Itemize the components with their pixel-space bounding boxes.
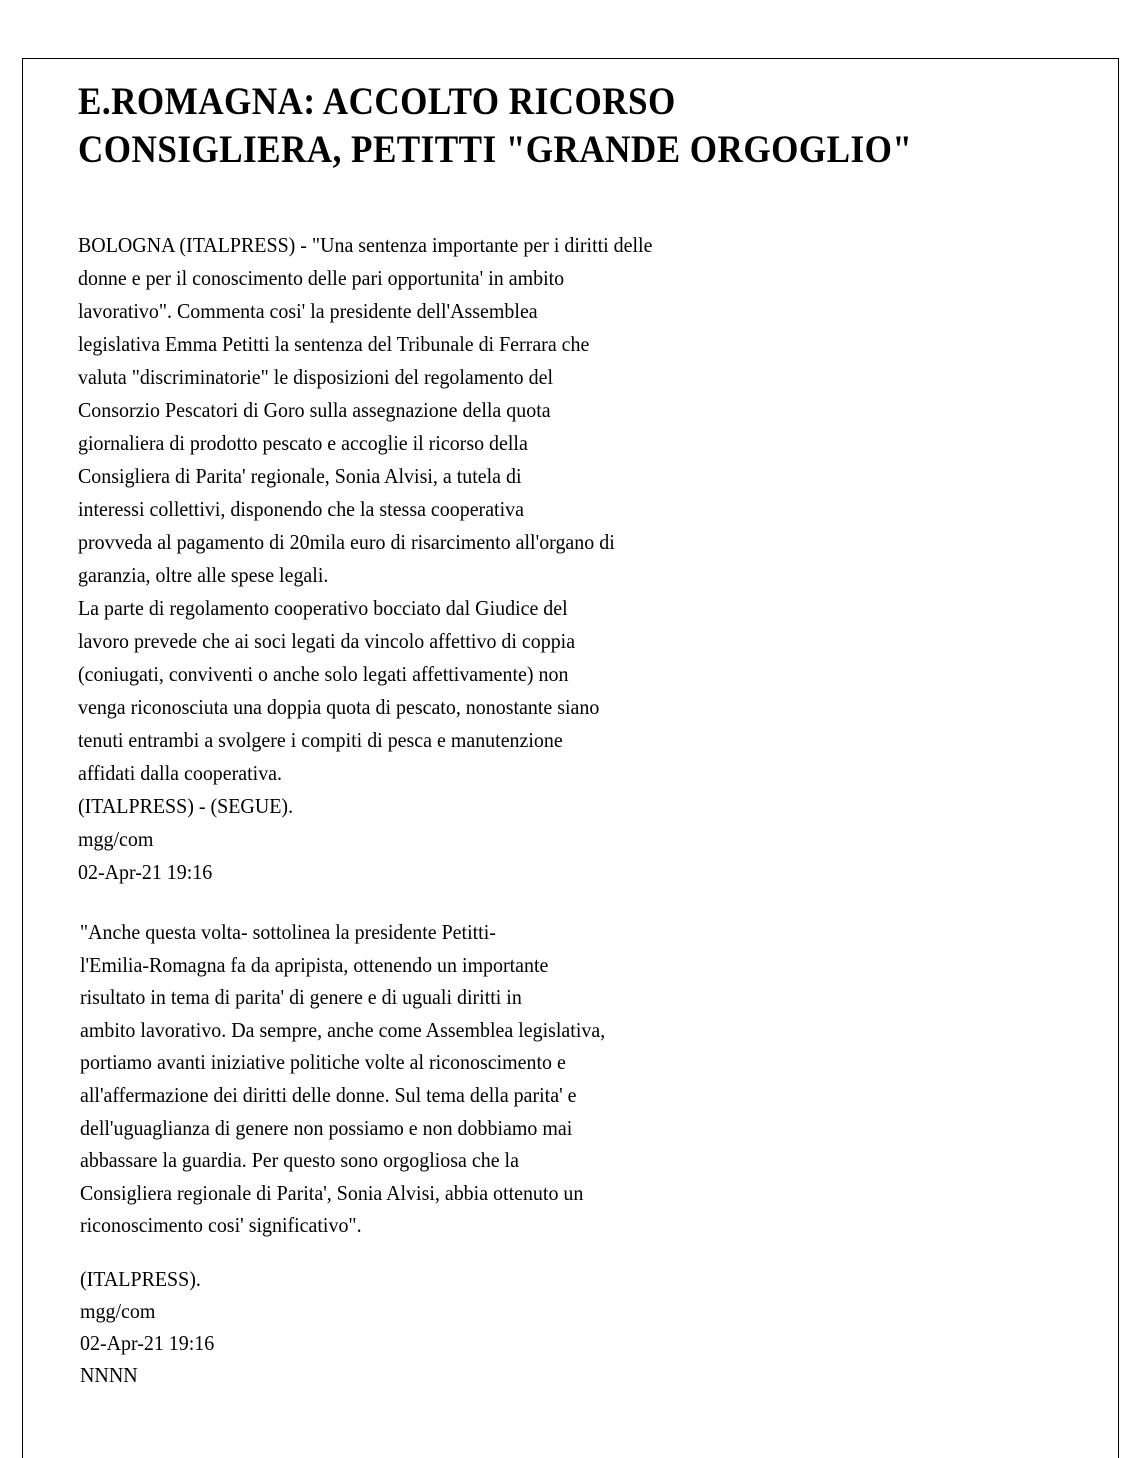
body-line: affidati dalla cooperativa. [78,761,283,785]
body-line: l'Emilia-Romagna fa da apripista, ottenendo un importante [80,952,549,977]
body-line: giornaliera di prodotto pescato e accoglie il ricorso della [78,431,528,455]
body-line: all'affermazione dei diritti delle donne. Sul tema della parita' e [80,1082,577,1107]
body-line: dell'uguaglianza di genere non possiamo e non dobbiamo mai [80,1115,573,1140]
headline-line: CONSIGLIERA, PETITTI "GRANDE ORGOGLIO" [78,128,913,171]
body-line: donne e per il conoscimento delle pari opportunita' in ambito [78,266,565,290]
timestamp: 02-Apr-21 19:16 [78,860,213,884]
body-line: La parte di regolamento cooperativo bocciato dal Giudice del [78,596,568,620]
body-line: (coniugati, conviventi o anche solo legati affettivamente) non [78,662,569,686]
body-line: risultato in tema di parita' di genere e di uguali diritti in [80,985,522,1010]
author-tag: mgg/com [78,827,154,851]
headline-line: E.ROMAGNA: ACCOLTO RICORSO [78,80,676,123]
body-line: lavorativo". Commenta cosi' la presidente dell'Assemblea [78,299,538,323]
body-line: garanzia, oltre alle spese legali. [78,563,329,587]
timestamp: 02-Apr-21 19:16 [80,1331,215,1355]
body-line: provveda al pagamento di 20mila euro di risarcimento all'organo di [78,530,615,554]
body-line: abbassare la guardia. Per questo sono orgogliosa che la [80,1148,519,1173]
body-line: riconoscimento cosi' significativo". [80,1213,362,1238]
agency-tag: (ITALPRESS) - (SEGUE). [78,794,294,818]
end-mark: NNNN [80,1363,138,1387]
article-part-1 [78,229,652,889]
body-line: ambito lavorativo. Da sempre, anche come Assemblea legislativa, [80,1017,606,1042]
headline [78,78,912,174]
author-tag: mgg/com [80,1299,156,1323]
article-part-2-footer [80,1263,214,1391]
body-line: valuta "discriminatorie" le disposizioni del regolamento del [78,365,554,389]
body-line: Consorzio Pescatori di Goro sulla assegnazione della quota [78,398,551,422]
body-line: BOLOGNA (ITALPRESS) - "Una sentenza importante per i diritti delle [78,233,653,257]
agency-tag: (ITALPRESS). [80,1267,201,1291]
body-line: Consigliera di Parita' regionale, Sonia Alvisi, a tutela di [78,464,522,488]
body-line: lavoro prevede che ai soci legati da vincolo affettivo di coppia [78,629,576,653]
body-line: venga riconosciuta una doppia quota di pescato, nonostante siano [78,695,600,719]
body-line: legislativa Emma Petitti la sentenza del Tribunale di Ferrara che [78,332,590,356]
body-line: portiamo avanti iniziative politiche volte al riconoscimento e [80,1050,566,1075]
body-line: tenuti entrambi a svolgere i compiti di pesca e manutenzione [78,728,563,752]
body-line: interessi collettivi, disponendo che la stessa cooperativa [78,497,524,521]
article-part-2 [80,916,605,1242]
body-line: "Anche questa volta- sottolinea la presidente Petitti- [80,920,496,944]
body-line: Consigliera regionale di Parita', Sonia Alvisi, abbia ottenuto un [80,1180,584,1205]
